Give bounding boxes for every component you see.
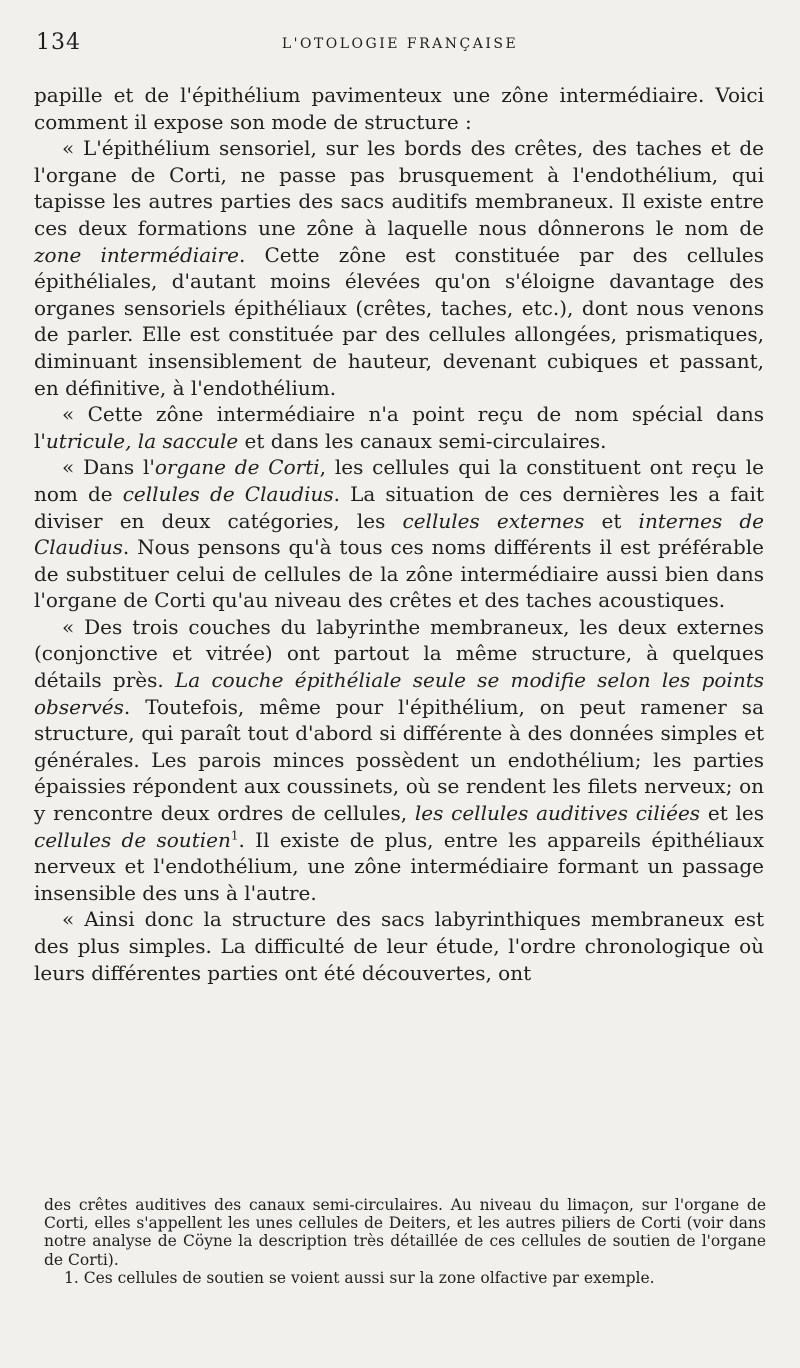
italic-text: cellules de soutien bbox=[34, 827, 231, 852]
paragraph bbox=[34, 401, 764, 454]
paragraph bbox=[34, 454, 764, 614]
body-text bbox=[34, 82, 764, 986]
text-run: et dans les canaux semi-circulaires. bbox=[238, 428, 607, 453]
paragraph bbox=[34, 614, 764, 907]
text-run: . Nous pensons qu'à tous ces noms différents il est préférable de substituer celui de cellules de la zône intermédiaire aussi bien dans l'organe de Corti qu'au niveau des crêtes et des taches acoustiques. bbox=[34, 535, 764, 613]
text-run: « Des trois couches du labyrinthe membraneux, les deux externes (conjonctive et vitrée) ont partout la même structure, à quelques détails près. bbox=[34, 614, 764, 693]
text-run: . Il existe de plus, entre les appareils épithéliaux nerveux et l'endothélium, une zône intermédiaire formant un passage insensible des uns à l'autre. bbox=[34, 827, 764, 905]
footnote-1: 1. Ces cellules de soutien se voient aussi sur la zone olfactive par exemple. bbox=[64, 1268, 655, 1287]
running-head: L'OTOLOGIE FRANÇAISE bbox=[281, 36, 519, 52]
text-run: « Dans l' bbox=[62, 455, 155, 480]
italic-text: les cellules auditives ciliées bbox=[414, 801, 701, 826]
text-run: . Cette zône est constituée par des cellules épithéliales, d'autant moins élevées qu'on s'éloigne davantage des organes sensoriels épithéliaux (crêtes, taches, etc.), dont nous venons de parler. Elle est constituée par des cellules allongées, prismatiques, diminuant insensiblement de hauteur, devenant cubiques et passant, en définitive, à l'endothélium. bbox=[34, 242, 764, 400]
text-run: . La situation de ces dernières les a fait diviser en deux catégories, les bbox=[34, 481, 764, 533]
footnotes bbox=[44, 1196, 766, 1287]
text-run: « L'épithélium sensoriel, sur les bords des crêtes, des taches et de l'organe de Corti, ne passe pas brusquement à l'endothélium, qui tapisse les autres parties des sacs auditifs membraneux. Il existe entre ces deux formations une zône à laquelle nous dônnerons le nom de bbox=[34, 136, 764, 240]
italic-text: utricule, la saccule bbox=[45, 428, 239, 453]
footnote-ref: 1 bbox=[230, 827, 239, 842]
text-run: papille et de l'épithélium pavimenteux une zône intermédiaire. Voici comment il expose son mode de structure : bbox=[34, 83, 764, 134]
italic-text: zone intermédiaire bbox=[34, 242, 239, 267]
italic-text: cellules externes bbox=[402, 508, 585, 533]
text-run: et les bbox=[700, 801, 765, 826]
text-run: « Cette zône intermédiaire n'a point reçu de nom spécial dans l' bbox=[34, 402, 764, 453]
text-run: et bbox=[584, 508, 639, 533]
italic-text: organe de Corti bbox=[154, 455, 320, 480]
page-header bbox=[36, 30, 764, 58]
text-run: « Ainsi donc la structure des sacs labyrinthiques membraneux est des plus simples. La difficulté de leur étude, l'ordre chronologique où leurs différentes parties ont été découvertes, ont bbox=[34, 907, 764, 985]
text-run: . Toutefois, même pour l'épithélium, on peut ramener sa structure, qui paraît tout d'abord si différente à des données simples et générales. Les parois minces possèdent un endothélium; les parties épaissies répondent aux coussinets, où se rendent les filets nerveux; on y rencontre deux ordres de cellules, bbox=[34, 694, 764, 826]
text-run: , les cellules qui la constituent ont reçu le nom de bbox=[34, 455, 764, 506]
italic-text: cellules de Claudius bbox=[122, 481, 334, 506]
italic-text: internes de Claudius bbox=[34, 508, 765, 560]
paragraph bbox=[34, 906, 764, 986]
paragraph bbox=[34, 135, 764, 401]
paragraph bbox=[34, 82, 764, 135]
page-number: 134 bbox=[36, 30, 81, 55]
italic-text: La couche épithéliale seule se modifie selon les points observés bbox=[34, 668, 764, 719]
footnote-continuation: des crêtes auditives des canaux semi-circulaires. Au niveau du limaçon, sur l'organe de Corti, elles s'appellent les unes cellules de Deiters, et les autres piliers de Corti (voir dans notre analyse de Cöyne la description très détaillée de ces cellules de soutien de l'organe de Corti). bbox=[44, 1196, 766, 1269]
